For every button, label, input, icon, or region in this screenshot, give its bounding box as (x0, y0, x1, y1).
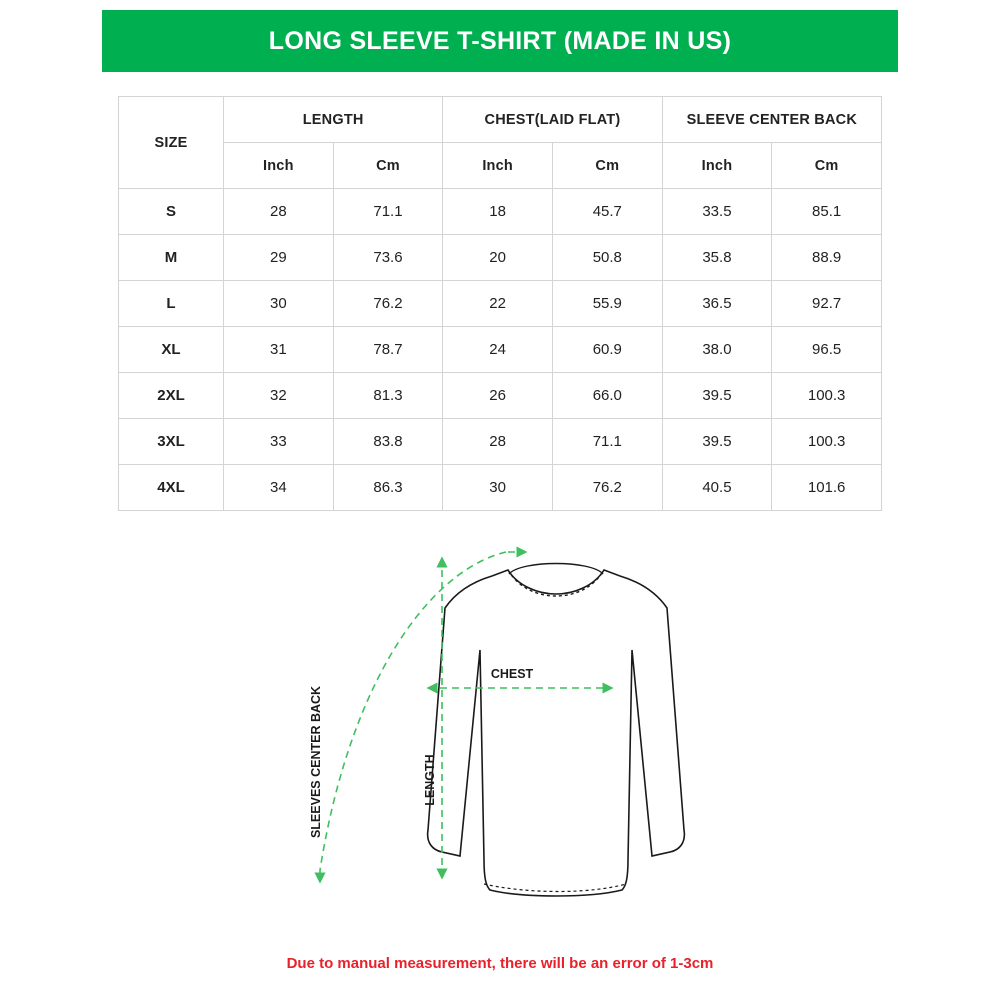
cell-length-cm: 86.3 (333, 465, 443, 511)
cell-size: L (119, 281, 224, 327)
cell-size: S (119, 189, 224, 235)
cell-sleeve-cm: 85.1 (772, 189, 882, 235)
unit-length-cm: Cm (333, 143, 443, 189)
table-unit-row (119, 143, 882, 189)
size-chart-table (118, 96, 882, 511)
cell-size: 4XL (119, 465, 224, 511)
table-group-header-row (119, 97, 882, 143)
page-title: LONG SLEEVE T-SHIRT (MADE IN US) (268, 26, 732, 55)
cell-length-inch: 32 (224, 373, 334, 419)
cell-chest-cm: 66.0 (552, 373, 662, 419)
table-row (119, 327, 882, 373)
cell-length-cm: 73.6 (333, 235, 443, 281)
cell-chest-cm: 50.8 (552, 235, 662, 281)
cell-sleeve-cm: 100.3 (772, 419, 882, 465)
header-size: SIZE (119, 97, 224, 189)
table-row (119, 281, 882, 327)
cell-chest-inch: 20 (443, 235, 553, 281)
header-length: LENGTH (224, 97, 443, 143)
cell-chest-cm: 45.7 (552, 189, 662, 235)
header-banner (102, 10, 898, 72)
unit-chest-cm: Cm (552, 143, 662, 189)
cell-length-cm: 81.3 (333, 373, 443, 419)
cell-size: XL (119, 327, 224, 373)
cell-sleeve-cm: 100.3 (772, 373, 882, 419)
cell-length-cm: 78.7 (333, 327, 443, 373)
cell-sleeve-inch: 33.5 (662, 189, 772, 235)
cell-chest-inch: 28 (443, 419, 553, 465)
unit-sleeve-inch: Inch (662, 143, 772, 189)
cell-chest-inch: 18 (443, 189, 553, 235)
measurement-note: Due to manual measurement, there will be an error of 1-3cm (286, 955, 714, 972)
cell-chest-cm: 76.2 (552, 465, 662, 511)
cell-length-cm: 76.2 (333, 281, 443, 327)
cell-size: 2XL (119, 373, 224, 419)
cell-chest-inch: 26 (443, 373, 553, 419)
unit-chest-inch: Inch (443, 143, 553, 189)
cell-chest-inch: 22 (443, 281, 553, 327)
cell-sleeve-cm: 101.6 (772, 465, 882, 511)
header-sleeve: SLEEVE CENTER BACK (662, 97, 881, 143)
unit-length-inch: Inch (224, 143, 334, 189)
table-row (119, 373, 882, 419)
sleeve-label: SLEEVES CENTER BACK (309, 685, 323, 839)
collar-top (509, 564, 603, 575)
table-row (119, 465, 882, 511)
table-row (119, 419, 882, 465)
cell-sleeve-cm: 88.9 (772, 235, 882, 281)
cell-sleeve-inch: 38.0 (662, 327, 772, 373)
cell-length-inch: 29 (224, 235, 334, 281)
chest-label: CHEST (490, 667, 534, 681)
cell-size: 3XL (119, 419, 224, 465)
cell-length-cm: 71.1 (333, 189, 443, 235)
garment-diagram (260, 530, 740, 920)
cell-chest-cm: 71.1 (552, 419, 662, 465)
cell-length-inch: 30 (224, 281, 334, 327)
cell-size: M (119, 235, 224, 281)
table-row (119, 235, 882, 281)
cell-chest-cm: 55.9 (552, 281, 662, 327)
cell-chest-cm: 60.9 (552, 327, 662, 373)
cell-sleeve-inch: 39.5 (662, 373, 772, 419)
length-label: LENGTH (423, 754, 437, 806)
cell-sleeve-cm: 92.7 (772, 281, 882, 327)
cell-sleeve-cm: 96.5 (772, 327, 882, 373)
cell-chest-inch: 24 (443, 327, 553, 373)
header-chest: CHEST(LAID FLAT) (443, 97, 662, 143)
cell-sleeve-inch: 35.8 (662, 235, 772, 281)
cell-chest-inch: 30 (443, 465, 553, 511)
cell-length-inch: 33 (224, 419, 334, 465)
cell-length-inch: 31 (224, 327, 334, 373)
cell-length-inch: 28 (224, 189, 334, 235)
shirt-outline (428, 570, 685, 896)
cell-sleeve-inch: 36.5 (662, 281, 772, 327)
cell-sleeve-inch: 39.5 (662, 419, 772, 465)
cell-sleeve-inch: 40.5 (662, 465, 772, 511)
table-row (119, 189, 882, 235)
cell-length-inch: 34 (224, 465, 334, 511)
unit-sleeve-cm: Cm (772, 143, 882, 189)
cell-length-cm: 83.8 (333, 419, 443, 465)
